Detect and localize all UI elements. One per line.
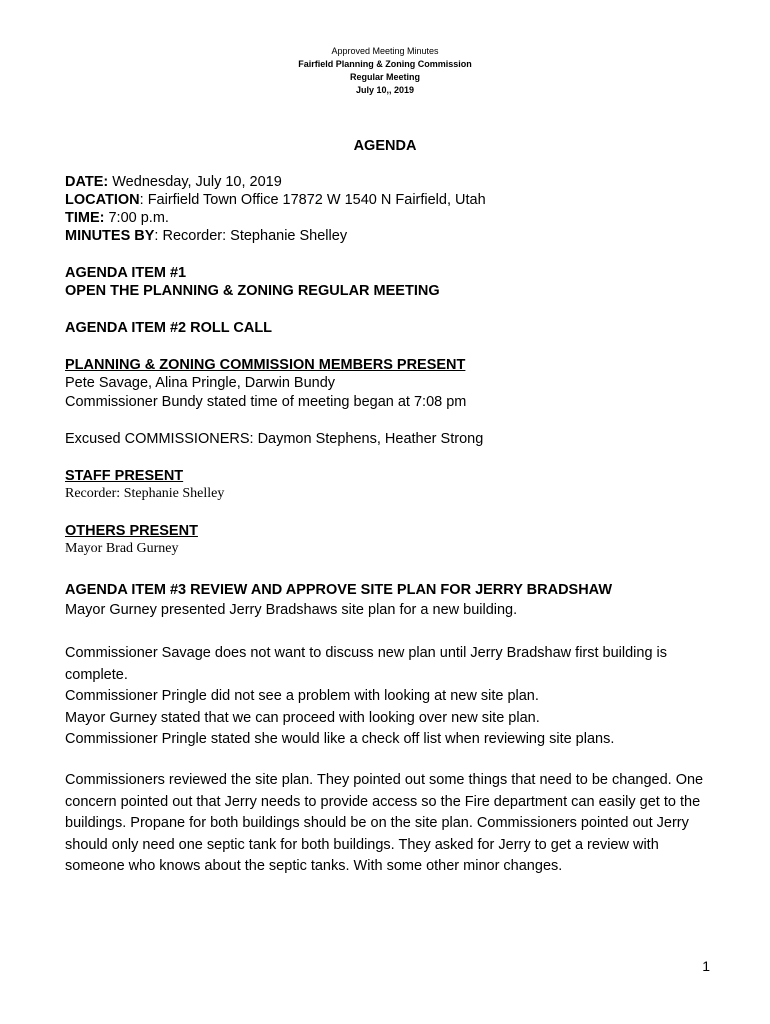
meta-minutes-by: MINUTES BY: Recorder: Stephanie Shelley (65, 228, 348, 244)
document-header (0, 45, 770, 97)
item3-heading: AGENDA ITEM #3 REVIEW AND APPROVE SITE PLAN FOR JERRY BRADSHAW (65, 582, 613, 598)
item1-heading: AGENDA ITEM #1 (65, 265, 187, 281)
members-note: Commissioner Bundy stated time of meeting began at 7:08 pm (65, 394, 467, 410)
members-heading: PLANNING & ZONING COMMISSION MEMBERS PRESENT (65, 357, 466, 373)
item2-heading: AGENDA ITEM #2 ROLL CALL (65, 320, 273, 336)
item3-review-paragraph: Commissioners reviewed the site plan. They pointed out some things that need to be changed. One concern pointed out that Jerry needs to provide access so the Fire department can easily get to the buildings. Propane for both buildings should be on the site plan. Commissioners pointed out Jerry should only need one septic tank for both buildings. They asked for Jerry to get a review with someone who knows about the septic tanks. With some other minor changes. (65, 772, 704, 874)
meta-date: DATE: Wednesday, July 10, 2019 (65, 174, 282, 190)
item1-subheading: OPEN THE PLANNING & ZONING REGULAR MEETING (65, 283, 440, 299)
others-heading: OTHERS PRESENT (65, 523, 198, 539)
discussion-line: Commissioner Pringle stated she would like a check off list when reviewing site plans. (65, 731, 615, 747)
discussion-line: Commissioner Savage does not want to discuss new plan until Jerry Bradshaw first building is complete. (65, 645, 668, 683)
header-line-3: Regular Meeting (349, 72, 420, 82)
others-value: Mayor Brad Gurney (65, 541, 179, 556)
header-line-2: Fairfield Planning & Zoning Commission (298, 59, 472, 69)
staff-value: Recorder: Stephanie Shelley (65, 486, 225, 501)
discussion-line: Mayor Gurney stated that we can proceed with looking over new site plan. (65, 709, 540, 726)
members-excused: Excused COMMISSIONERS: Daymon Stephens, Heather Strong (65, 431, 484, 447)
meta-time: TIME: 7:00 p.m. (65, 210, 169, 226)
header-line-4: July 10,, 2019 (355, 85, 415, 95)
staff-heading: STAFF PRESENT (65, 468, 184, 484)
members-names: Pete Savage, Alina Pringle, Darwin Bundy (65, 375, 336, 391)
item3-intro: Mayor Gurney presented Jerry Bradshaws site plan for a new building. (65, 602, 518, 618)
header-line-1: Approved Meeting Minutes (331, 46, 439, 56)
page-number: 1 (702, 958, 710, 974)
meta-location: LOCATION: Fairfield Town Office 17872 W 1540 N Fairfield, Utah (65, 192, 486, 208)
discussion-line: Commissioner Pringle did not see a problem with looking at new site plan. (65, 688, 539, 704)
item3-discussion (65, 643, 715, 751)
agenda-title: AGENDA (353, 138, 417, 154)
